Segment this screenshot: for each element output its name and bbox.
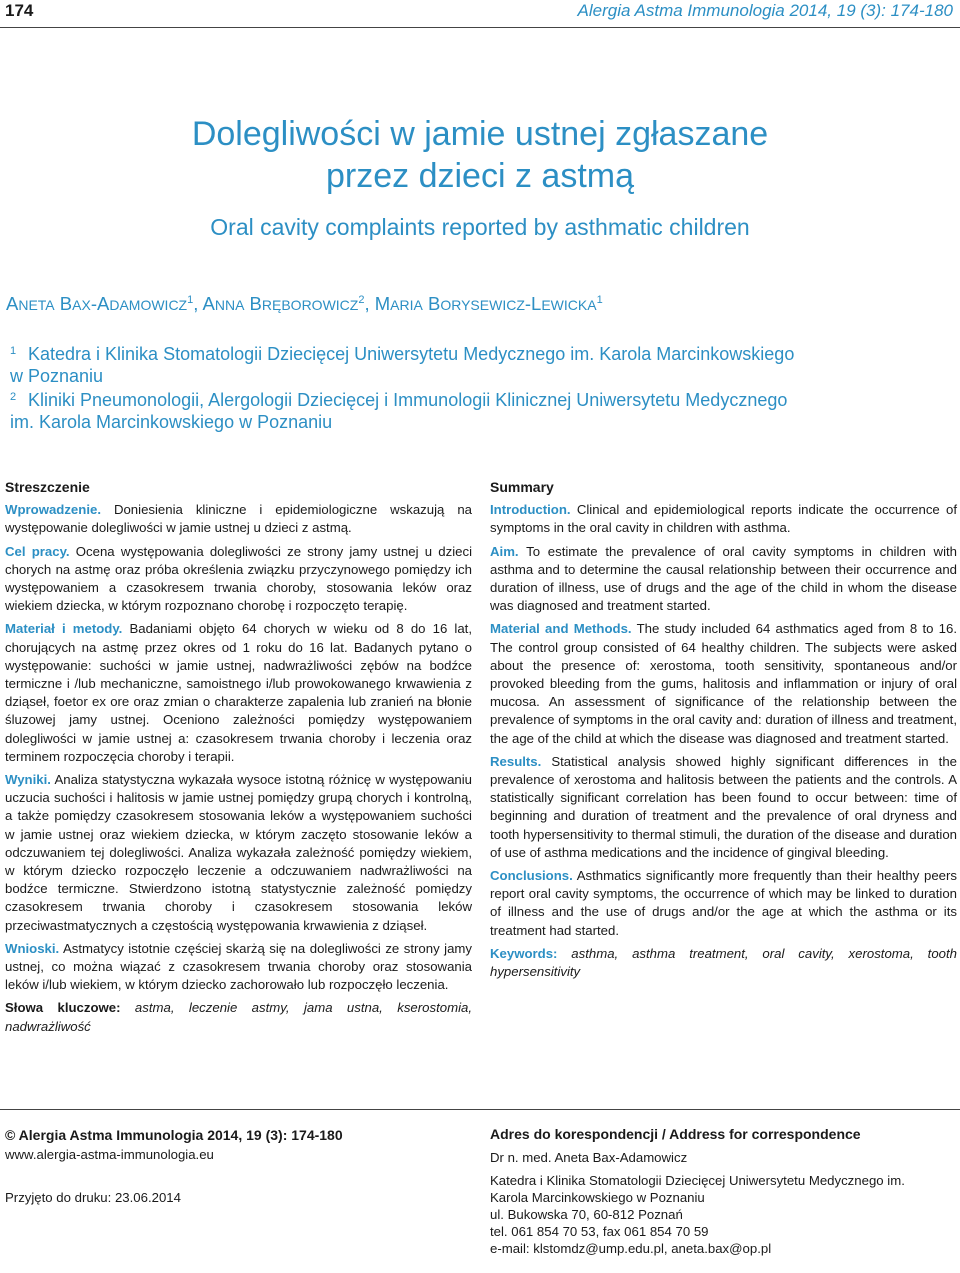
address-line-2: Karola Marcinkowskiego w Poznaniu	[490, 1190, 705, 1205]
abstract-english-heading: Summary	[490, 479, 554, 495]
affiliation-2-line2: im. Karola Marcinkowskiego w Poznaniu	[10, 412, 333, 432]
en-conclusions: Conclusions. Asthmatics significantly more frequently than their healthy peers report oral cavity symptoms, the occurrence of which may be linked to duration of illness and the use of drugs and/or the age at which the asthma or its treatment had started.	[490, 868, 957, 938]
header-divider	[0, 27, 960, 28]
pl-introduction: Wprowadzenie. Doniesienia kliniczne i epidemiologiczne wskazują na występowanie dolegliwości w jamie ustnej u dzieci z astmą.	[5, 502, 472, 536]
address-line-3: ul. Bukowska 70, 60-812 Poznań	[490, 1207, 683, 1222]
abstract-polish	[5, 478, 472, 1041]
affiliation-1-line1: Katedra i Klinika Stomatologii Dziecięcej Uniwersytetu Medycznego im. Karola Marcinkowskiego	[28, 344, 795, 364]
address-line-1: Katedra i Klinika Stomatologii Dziecięcej Uniwersytetu Medycznego im.	[490, 1173, 905, 1188]
correspondence-title: Adres do korespondencji / Address for correspondence	[490, 1126, 861, 1142]
footer-correspondence	[490, 1126, 957, 1257]
footer-publication-info	[5, 1126, 455, 1207]
author-2: ANNA BRĘBOROWICZ$^2$	[202, 293, 365, 314]
website-link[interactable]: www.alergia-astma-immunologia.eu	[5, 1147, 214, 1162]
pl-results: Wyniki. Analiza statystyczna wykazała wysoce istotną różnicę w występowaniu uczucia suchości i halitosis w jamie ustnej pomiędzy grupą chorych i kontrolną, a także pomiędzy czasokresem stosowania leków a występowaniem suchości w jamie ustnej oraz wiekiem dziecka, w którym zaczęto stosowanie leków a odczuwaniem tej dolegliwości. Analiza wykazała zależność pomiędzy wiekiem, w którym dziecko rozpoczęło leczenie a odczuwaniem nadwrażliwości na bodźce termiczne. Stwierdzono istotną statystycznie zależność pomiędzy czasokresem trwania choroby i czasokresem stosowania leków przeciwastmatycznych a częstością występowania krwawienia z dziąseł.	[5, 772, 472, 933]
copyright-line: © Alergia Astma Immunologia 2014, 19 (3): 174-180	[5, 1127, 343, 1143]
title-english: Oral cavity complaints reported by asthmatic children	[210, 214, 750, 240]
affiliation-2: 2 Kliniki Pneumonologii, Alergologii Dziecięcej i Immunologii Klinicznej Uniwersytetu Medycznego im. Karola Marcinkowskiego w Poznaniu	[10, 390, 788, 432]
page-header	[0, 0, 960, 26]
en-results: Results. Statistical analysis showed highly significant differences in the prevalence of xerostoma and halitosis between the patients and the controls. A statistically significant correlation has been found to occur between: time of beginning and duration of treatment and the prevalence of oral dryness and tooth hypersensitivity to thermal stimuli, the duration of the disease and duration of use of asthma medications and the incidence of gingival bleeding.	[490, 753, 957, 860]
footer-divider	[0, 1109, 960, 1110]
title-polish	[0, 113, 960, 197]
journal-reference: Alergia Astma Immunologia 2014, 19 (3): 174-180	[577, 1, 953, 20]
en-methods: Material and Methods. The study included 64 asthmatics aged from 8 to 16. The control group consisted of 64 healthy children. The subjects were asked about the presence of: xerostoma, tooth sensitivity, spontaneous and/or provoked bleeding from the gums, halitosis and inflammation or injury of oral mucosa. An assessment of significance of the relationship between the prevalence of symptoms in the oral cavity and: duration of illness and treatment, the age of the child at which the disease was diagnosed and treatment started.	[490, 621, 957, 746]
title-polish-line1: Dolegliwości w jamie ustnej zgłaszane	[191, 115, 769, 153]
email-address[interactable]: e-mail: klstomdz@ump.edu.pl, aneta.bax@op.pl	[490, 1241, 772, 1256]
pl-keywords: Słowa kluczowe: astma, leczenie astmy, jama ustna, kserostomia, nadwrażliwość	[5, 1000, 472, 1034]
accepted-date: Przyjęto do druku: 23.06.2014	[5, 1190, 181, 1205]
author-3: MARIA BORYSEWICZ-LEWICKA$^1$	[374, 293, 603, 314]
en-keywords: Keywords: asthma, asthma treatment, oral cavity, xerostoma, tooth hypersensitivity	[490, 945, 957, 980]
abstract-english	[490, 478, 957, 986]
en-introduction: Introduction. Clinical and epidemiological reports indicate the occurrence of symptoms in the oral cavity in children with asthma.	[490, 502, 957, 536]
en-aim: Aim. To estimate the prevalence of oral cavity symptoms in children with asthma and to determine the causal relationship between their occurrence and duration of illness, use of drugs and the age of the child in whom the disease was diagnosed and treatment started.	[490, 543, 957, 614]
author-1: ANETA BAX-ADAMOWICZ$^1$	[6, 293, 194, 314]
pl-aim: Cel pracy. Ocena występowania dolegliwości ze strony jamy ustnej u dzieci chorych na astmę oraz próba określenia związku przyczynowego pomiędzy ich występowaniem a czasokresem trwania choroby, stosowania leków oraz wiekiem dziecka, w którym rozpoznano chorobę i rozpoczęto terapię.	[5, 543, 472, 614]
correspondence-name: Dr n. med. Aneta Bax-Adamowicz	[490, 1150, 688, 1165]
pl-methods: Materiał i metody. Badaniami objęto 64 chorych w wieku od 8 do 16 lat, chorujących na astmę przez okres od 1 roku do 16 lat. Badanych pytano o występowanie: suchości w jamie ustnej, nadwrażliwości zębów na bodźce termiczne i /lub mechaniczne, samoistnego i/lub prowokowanego krwawienia z dziąseł, foetor ex ore oraz zmian o charakterze zapalenia lub zranień na błonie śluzowej jamy ustnej. Oceniono zależności pomiędzy występowaniem dolegliwości w jamie ustnej a: czasokresem trwania choroby i leczenia oraz terminem rozpoczęcia choroby i terapii.	[5, 621, 472, 764]
author-list: ANETA BAX-ADAMOWICZ$^1$, ANNA BRĘBOROWICZ$^2$, MARIA BORYSEWICZ-LEWICKA$^1$	[6, 293, 603, 314]
title-polish-line2: przez dzieci z astmą	[326, 157, 634, 195]
affiliation-1-line2: w Poznaniu	[10, 366, 104, 386]
pl-conclusions: Wnioski. Astmatycy istotnie częściej skarżą się na dolegliwości ze strony jamy ustnej, co można wiązać z czasokresem trwania choroby oraz stosowania leków i/lub wiekiem, w którym dziecko zachorowało lub rozpoczęło leczenia.	[5, 940, 472, 993]
affiliation-1: 1 Katedra i Klinika Stomatologii Dziecięcej Uniwersytetu Medycznego im. Karola Marcinkowskiego w Poznaniu	[10, 344, 795, 386]
abstract-polish-heading: Streszczenie	[5, 479, 90, 495]
affiliation-2-line1: Kliniki Pneumonologii, Alergologii Dziecięcej i Immunologii Klinicznej Uniwersytetu Medycznego	[28, 390, 788, 410]
phone-fax: tel. 061 854 70 53, fax 061 854 70 59	[490, 1224, 709, 1239]
page-number: 174	[5, 1, 34, 20]
